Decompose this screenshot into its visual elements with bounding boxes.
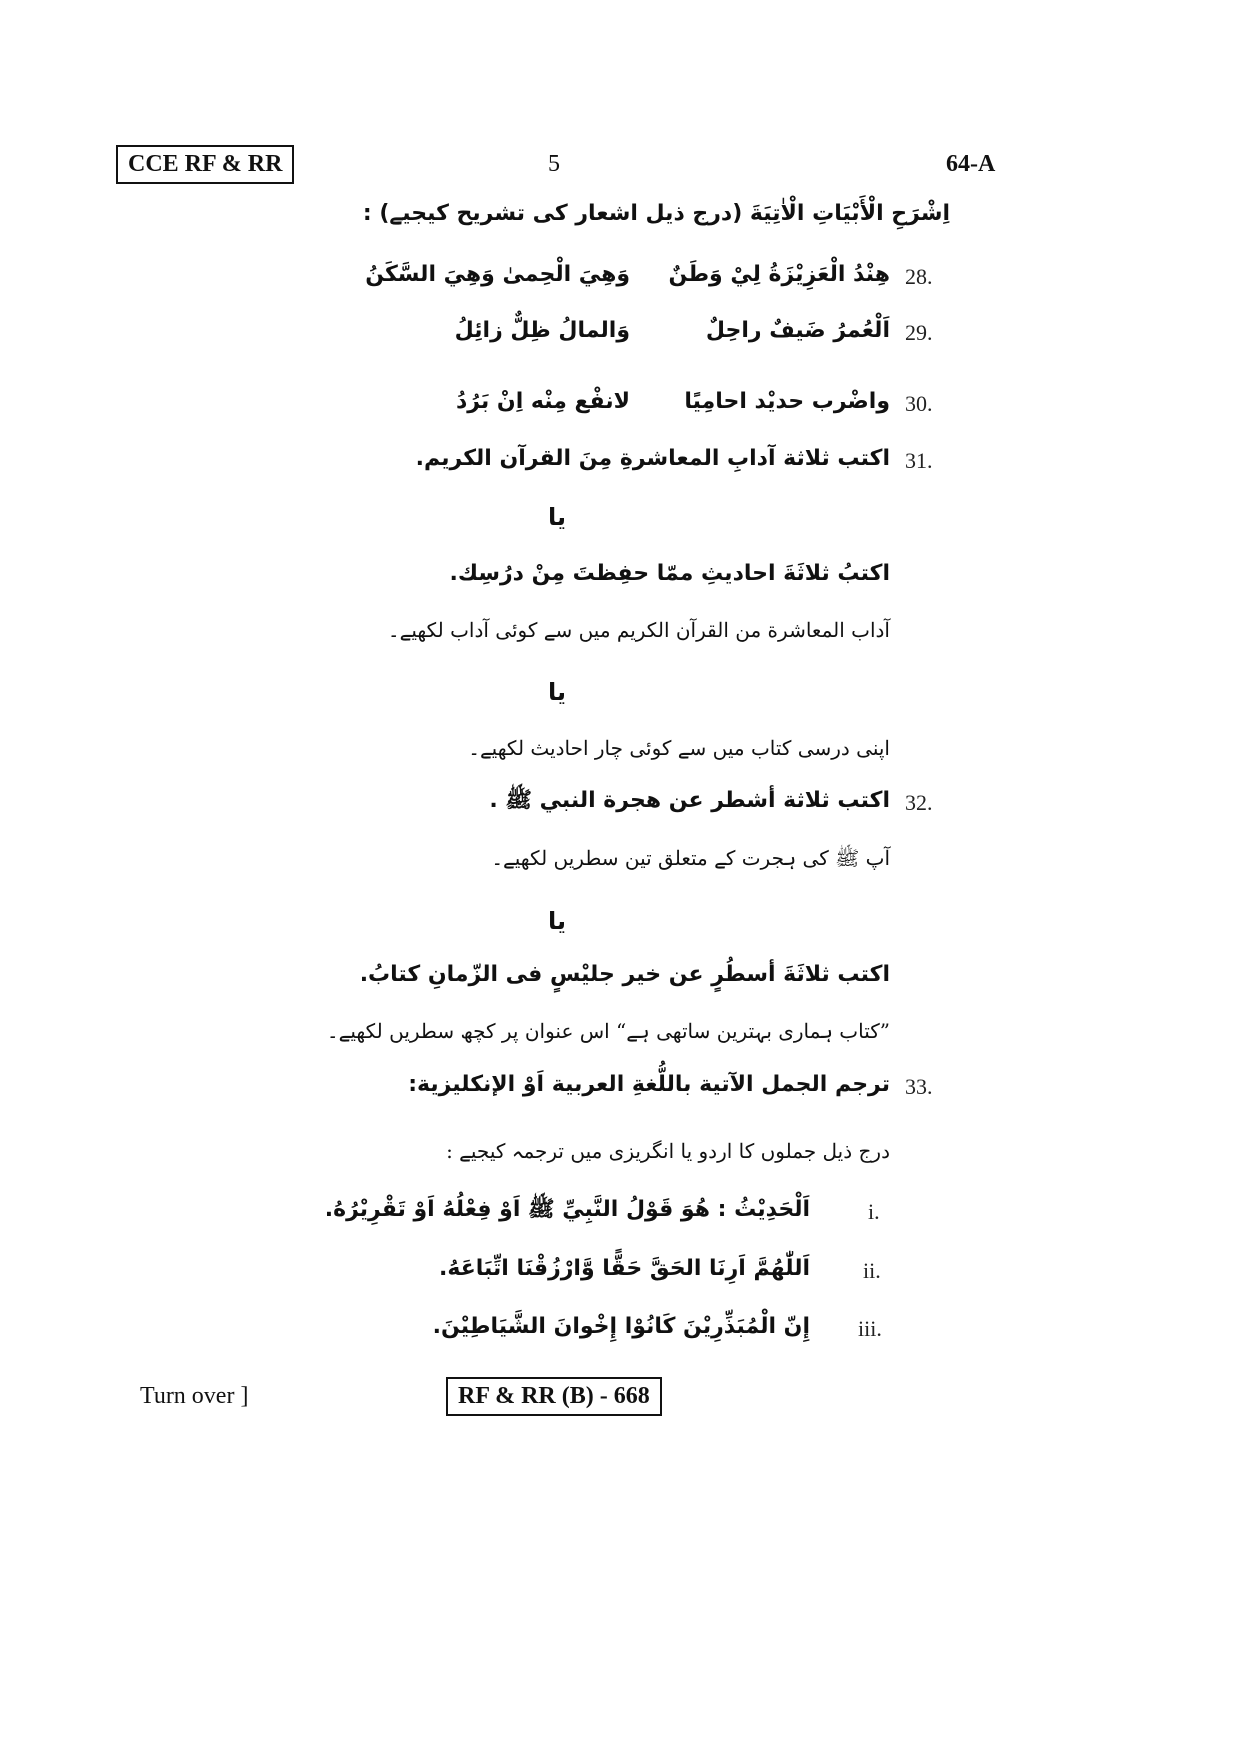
verse-29-second-hemistich: وَالمالُ ظِلٌّ زائِلُ [454, 318, 630, 343]
q33-item-iii-label: iii. [858, 1316, 882, 1341]
question-number-30: 30. [905, 391, 933, 416]
q31-arabic-text: اكتب ثلاثة آدابِ المعاشرةِ مِنَ القرآن الكريم. [415, 446, 890, 471]
footer-code-box: RF & RR (B) - 668 [446, 1377, 662, 1416]
question-number-33: 33. [905, 1074, 933, 1099]
q33-item-ii-text: اَللّٰهُمَّ اَرِنَا الحَقَّ حَقًّا وَّارْزُقْنَا اتِّبَاعَهُ. [439, 1256, 810, 1281]
q32-alternative-urdu: ”کتاب ہماری بہترین ساتھی ہے“ اس عنوان پر کچھ سطریں لکھیے۔ [326, 1019, 890, 1043]
q32-alternative-arabic: اكتب ثلاثَةَ أسطُرٍ عن خير جليْسٍ فى الزّمانِ كتابُ. [359, 962, 890, 987]
paper-code-box: CCE RF & RR [116, 145, 294, 184]
verse-29-first-hemistich: اَلْعُمرُ ضَيفٌ راحِلٌ [705, 318, 890, 343]
page-number: 5 [548, 151, 560, 177]
question-number-32: 32. [905, 790, 933, 815]
q31-alternative-arabic: اكتبُ ثلاثَةَ احاديثِ ممّا حفِظتَ مِنْ درُسِك. [449, 561, 890, 586]
verse-30-second-hemistich: لانفْع مِنْه اِنْ بَرُدُ [456, 389, 630, 414]
question-paper-code: 64-A [946, 151, 996, 177]
verse-30-first-hemistich: واضْرب حديْد احامِيًا [684, 389, 890, 414]
verse-28-first-hemistich: هِنْدُ الْعَزِيْزَةُ لِيْ وَطَنٌ [668, 262, 890, 287]
q31-or-divider-2: یا [548, 678, 567, 706]
q33-urdu-instruction: درج ذیل جملوں کا اردو یا انگریزی میں ترجمہ کیجیے : [446, 1139, 890, 1163]
q32-or-divider: یا [548, 907, 567, 935]
verse-28-second-hemistich: وَهِيَ الْحِمىٰ وَهِيَ السَّكَنُ [365, 262, 630, 287]
q33-item-ii-label: ii. [863, 1258, 881, 1283]
q33-item-iii-text: إِنّ الْمُبَذِّرِيْنَ كَانُوْا إِخْوانَ الشَّيَاطِيْنَ. [432, 1314, 810, 1339]
question-number-29: 29. [905, 320, 933, 345]
turn-over-note: Turn over ] [140, 1383, 249, 1409]
q33-item-i-label: i. [868, 1199, 880, 1224]
question-number-31: 31. [905, 448, 933, 473]
q33-item-i-text: اَلْحَدِيْثُ : هُوَ قَوْلُ النَّبِيِّ ﷺ اَوْ فِعْلُهُ اَوْ تَقْرِيْرُهُ. [324, 1197, 810, 1222]
q31-urdu-text: آداب المعاشرة من القرآن الكريم میں سے کوئی آداب لکھیے۔ [387, 618, 890, 642]
q32-urdu-text: آپ ﷺ کی ہجرت کے متعلق تین سطریں لکھیے۔ [491, 846, 890, 870]
q32-arabic-text: اكتب ثلاثة أشطر عن هجرة النبي ﷺ . [489, 788, 890, 813]
section-heading: اِشْرَحِ الْأَبْيَاتِ الْاٰتِيَةَ (درج ذیل اشعار کی تشریح کیجیے) : [362, 201, 950, 226]
q31-or-divider-1: یا [548, 503, 567, 531]
q33-heading: ترجم الجمل الآتية باللُّغةِ العربية اَوْ الإنكليزية: [408, 1072, 890, 1097]
q31-alternative-urdu: اپنی درسی کتاب میں سے کوئی چار احادیث لکھیے۔ [468, 736, 890, 760]
question-number-28: 28. [905, 264, 933, 289]
